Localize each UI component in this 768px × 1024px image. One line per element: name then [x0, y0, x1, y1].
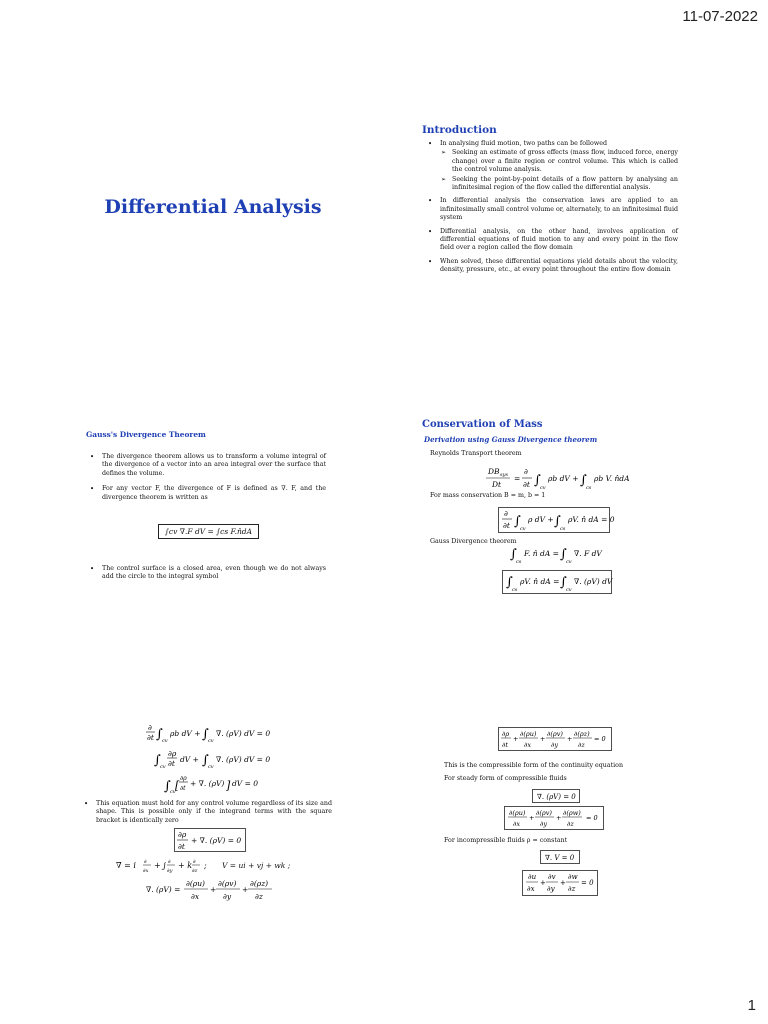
svg-text:∂t: ∂t: [178, 842, 185, 851]
intro-bullet: • When solved, these differential equations yield details about the velocity, density, pressure, etc., at every point throughout the entire flow domain: [426, 258, 678, 275]
svg-text:∂(ρv): ∂(ρv): [536, 809, 552, 817]
intro-subbullet: ➢ Seeking the point-by-point details of a flow pattern by analysing an infinitesimal region of the flow called the differential analysis.: [440, 176, 678, 193]
svg-text:=: =: [514, 474, 521, 483]
svg-text:+: +: [540, 735, 546, 743]
date-label: 11-07-2022: [682, 8, 758, 25]
svg-text:cs: cs: [560, 526, 566, 532]
svg-text:∂x: ∂x: [527, 885, 535, 893]
steady-divergence-box: [532, 789, 580, 803]
svg-text:∂z: ∂z: [192, 868, 198, 874]
svg-text:∫: ∫: [534, 473, 541, 488]
svg-text:ρb dV +: ρb dV +: [170, 729, 201, 738]
rtt-label: Reynolds Transport theorem: [430, 450, 522, 457]
svg-text:∂x: ∂x: [513, 820, 521, 828]
steady-continuity-box: [504, 806, 604, 830]
svg-text:∫: ∫: [202, 753, 209, 768]
slide3-title: Gauss's Divergence Theorem: [86, 430, 206, 439]
slide4-subtitle: Derivation using Gauss Divergence theorem: [424, 435, 598, 444]
svg-text:∂(ρv): ∂(ρv): [547, 730, 563, 738]
svg-text:∂(ρw): ∂(ρw): [563, 809, 581, 817]
compressible-form-text: This is the compressible form of the continuity equation: [444, 762, 624, 769]
slide2-title: Introduction: [422, 124, 497, 136]
rtt-equation: [484, 464, 644, 494]
svg-text:∂(ρv): ∂(ρv): [218, 879, 237, 888]
gauss-bullet-list-2: [88, 565, 326, 587]
svg-text:∇. V = 0: ∇. V = 0: [545, 854, 575, 862]
svg-text:∫: ∫: [154, 753, 161, 768]
slide5-bullet-list: [82, 800, 332, 830]
incompressible-text: For incompressible fluids ρ = constant: [444, 837, 568, 844]
svg-text:∂y: ∂y: [540, 820, 548, 828]
svg-text:∇. (ρV) =: ∇. (ρV) =: [146, 885, 181, 894]
steady-compressible-text: For steady form of compressible fluids: [444, 775, 567, 782]
svg-text:∂t: ∂t: [180, 785, 186, 792]
svg-text:∫: ∫: [156, 727, 163, 742]
svg-text:∂w: ∂w: [568, 873, 578, 881]
svg-text:cs: cs: [512, 587, 518, 593]
integral-derivation-equations: [146, 722, 276, 794]
svg-text:∂y: ∂y: [547, 885, 555, 893]
svg-text:∇. (ρV) dV = 0: ∇. (ρV) dV = 0: [216, 729, 271, 738]
svg-text:∂ρ: ∂ρ: [178, 830, 187, 839]
intro-bullet: • Differential analysis, on the other hand, involves application of differential equations of fluid motion to any and every point in the flow field over a region called the flow domain: [426, 228, 678, 253]
svg-text:+ j: + j: [154, 861, 166, 870]
svg-text:∂: ∂: [524, 467, 528, 476]
svg-text:∂: ∂: [148, 723, 152, 732]
gauss-bullet: • The control surface is a closed area, even though we do not always add the circle to the integral symbol: [88, 565, 326, 582]
svg-text:∂z: ∂z: [578, 741, 585, 749]
svg-text:sys: sys: [500, 472, 508, 478]
svg-text:cv: cv: [566, 559, 572, 565]
svg-text:∂: ∂: [504, 509, 508, 518]
svg-text:+ k: + k: [178, 861, 193, 870]
svg-text:∂x: ∂x: [143, 868, 149, 874]
svg-text:dV +: dV +: [180, 755, 199, 764]
svg-text:+ ∇. (ρV) = 0: + ∇. (ρV) = 0: [191, 836, 242, 845]
svg-text:+: +: [556, 814, 562, 822]
svg-text:cv: cv: [208, 738, 214, 744]
page-number: 1: [747, 997, 756, 1014]
svg-text:∂y: ∂y: [167, 868, 173, 874]
mass-conservation-label: For mass conservation B = m, b = 1: [430, 492, 546, 499]
svg-text:ρV. n̂ dA = 0: ρV. n̂ dA = 0: [568, 515, 615, 524]
svg-text:DB: DB: [488, 467, 500, 476]
svg-text:∇. (ρV) dV = 0: ∇. (ρV) dV = 0: [216, 755, 271, 764]
svg-text:∂z: ∂z: [568, 885, 576, 893]
incompressible-continuity-box: [522, 870, 598, 896]
continuity-equation-box: [498, 727, 612, 751]
svg-text:∂z: ∂z: [567, 820, 574, 828]
svg-text:∂: ∂: [144, 859, 147, 865]
svg-text:∂u: ∂u: [528, 873, 537, 881]
svg-text:+ ∇. (ρV): + ∇. (ρV): [190, 779, 225, 788]
svg-text:∫: ∫: [580, 473, 587, 488]
divergence-expansion: [146, 877, 276, 903]
svg-text:Dt: Dt: [492, 480, 502, 489]
svg-text:cv: cv: [520, 526, 526, 532]
svg-text:∂(ρu): ∂(ρu): [186, 879, 205, 888]
slide5-bullet: • This equation must hold for any control volume regardless of its size and shape. This is possible only if the integrand terms with the square bracket is identically zero: [82, 800, 332, 825]
svg-text:cv: cv: [170, 789, 176, 795]
slide1-title: Differential Analysis: [104, 196, 322, 218]
svg-text:]: ]: [226, 779, 231, 792]
intro-subbullet: ➢ Seeking an estimate of gross effects (mass flow, induced force, energy change) over a finite region or control volume. This which is called the control volume analysis.: [440, 149, 678, 174]
svg-text:[: [: [175, 779, 180, 792]
svg-text:∂: ∂: [168, 859, 171, 865]
velocity-definition: V = ui + vj + wk ;: [222, 861, 291, 870]
svg-text:∂: ∂: [193, 859, 196, 865]
svg-text:∂(ρz): ∂(ρz): [250, 879, 269, 888]
svg-text:∂(ρz): ∂(ρz): [574, 730, 590, 738]
svg-text:∂x: ∂x: [191, 892, 200, 901]
svg-text:+: +: [513, 735, 519, 743]
svg-text:ρ dV +: ρ dV +: [528, 515, 554, 524]
svg-text:∂z: ∂z: [255, 892, 263, 901]
continuity-differential-box: [174, 828, 246, 852]
svg-text:∂y: ∂y: [551, 741, 559, 749]
slide4-title: Conservation of Mass: [422, 419, 543, 430]
intro-bullet-text: In analysing fluid motion, two paths can be followed: [440, 140, 607, 147]
svg-text:= 0: = 0: [594, 735, 606, 743]
svg-text:cv: cv: [162, 738, 168, 744]
intro-bullet-list: [426, 140, 678, 280]
svg-text:∂t: ∂t: [502, 741, 508, 749]
svg-text:+: +: [242, 885, 249, 894]
svg-text:∂x: ∂x: [524, 741, 532, 749]
svg-text:∇. (ρV) dV: ∇. (ρV) dV: [574, 577, 613, 586]
svg-text:∂ρ: ∂ρ: [180, 775, 187, 782]
svg-text:+: +: [567, 735, 573, 743]
svg-text:ρV. n̂ dA =: ρV. n̂ dA =: [520, 577, 560, 586]
svg-text:∂(ρu): ∂(ρu): [520, 730, 537, 738]
svg-text:= 0: = 0: [581, 879, 594, 887]
svg-text:∇. F dV: ∇. F dV: [574, 549, 602, 558]
svg-text:∫: ∫: [202, 727, 209, 742]
svg-text:∂t: ∂t: [503, 521, 510, 530]
svg-text:∂t: ∂t: [168, 759, 175, 768]
gauss-bullet-list: [88, 453, 326, 507]
svg-text:+: +: [540, 879, 546, 887]
svg-text:ρb V. n̂dA: ρb V. n̂dA: [594, 474, 630, 483]
svg-text:∂t: ∂t: [147, 733, 154, 742]
svg-text:∂ρ: ∂ρ: [502, 730, 510, 738]
svg-text:∫: ∫: [510, 547, 517, 562]
divergence-equation-box: ∫cv ∇.F dV = ∫cs F.n̂dA: [158, 524, 259, 539]
svg-text:cv: cv: [566, 587, 572, 593]
svg-text:+: +: [210, 885, 217, 894]
gauss-divergence-equation: [508, 545, 602, 565]
svg-text:cv: cv: [540, 485, 546, 491]
svg-text:= 0: = 0: [586, 814, 598, 822]
mass-divergence-equation: [502, 570, 612, 594]
gauss-bullet: • The divergence theorem allows us to transform a volume integral of the divergence of a vector into an area integral over the surface that defines the volume.: [88, 453, 326, 478]
svg-text:ρb dV +: ρb dV +: [548, 474, 579, 483]
svg-text:cs: cs: [586, 485, 592, 491]
svg-text:∫: ∫: [506, 575, 513, 590]
incompressible-divergence-box: [540, 850, 580, 864]
svg-text:∂ρ: ∂ρ: [168, 749, 177, 758]
svg-text:∫: ∫: [560, 547, 567, 562]
svg-text:;: ;: [204, 861, 207, 870]
svg-text:∂(ρu): ∂(ρu): [509, 809, 526, 817]
svg-text:∂v: ∂v: [548, 873, 556, 881]
svg-text:∫: ∫: [560, 575, 567, 590]
gauss-bullet: • For any vector F, the divergence of F is defined as ∇. F, and the divergence theorem is written as: [88, 485, 326, 502]
svg-text:∂t: ∂t: [523, 480, 530, 489]
svg-text:cv: cv: [208, 764, 214, 770]
svg-text:F. n̂ dA =: F. n̂ dA =: [524, 549, 559, 558]
svg-text:+: +: [529, 814, 535, 822]
svg-text:∇. (ρV) = 0: ∇. (ρV) = 0: [537, 793, 576, 801]
svg-text:∫: ∫: [514, 514, 521, 529]
intro-bullet: [426, 140, 678, 192]
svg-text:∇ = i: ∇ = i: [116, 861, 136, 870]
svg-text:dV = 0: dV = 0: [232, 779, 259, 788]
nabla-definition: [116, 854, 226, 876]
svg-text:∫: ∫: [554, 514, 561, 529]
gauss-divergence-label: Gauss Divergence theorem: [430, 538, 517, 545]
svg-text:cv: cv: [160, 764, 166, 770]
svg-text:+: +: [560, 879, 566, 887]
intro-bullet: • In differential analysis the conservation laws are applied to an infinitesimally small control volume or, alternately, to an infinitesimal fluid system: [426, 197, 678, 222]
svg-text:∂y: ∂y: [223, 892, 232, 901]
svg-text:cs: cs: [516, 559, 522, 565]
mass-conservation-equation: [498, 507, 615, 533]
svg-text:∫: ∫: [164, 779, 171, 794]
